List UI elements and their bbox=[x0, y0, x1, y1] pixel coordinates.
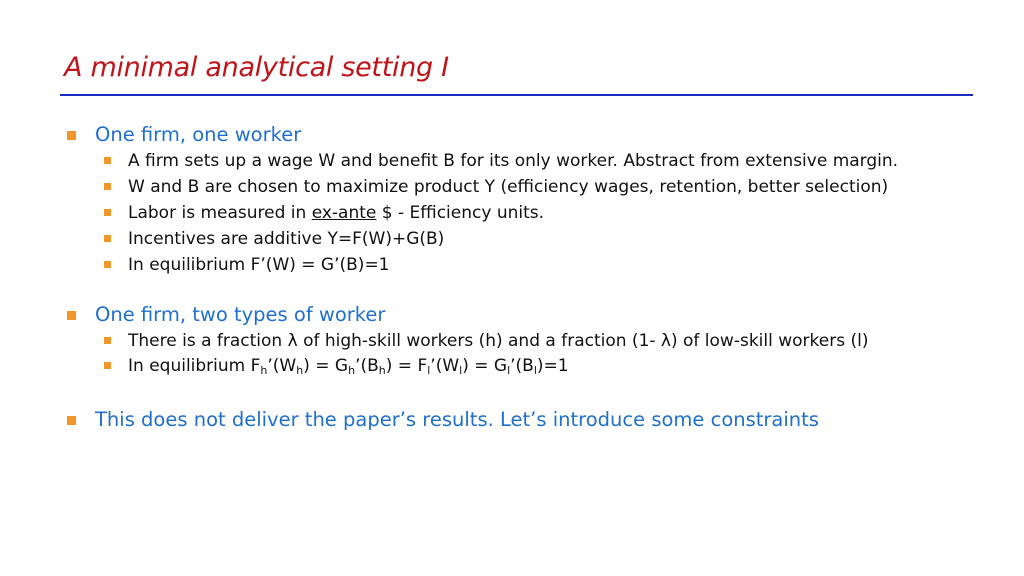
list-item-text: W and B are chosen to maximize product Y (efficiency wages, retention, better selection) bbox=[128, 177, 889, 197]
square-bullet-icon bbox=[104, 261, 111, 268]
title-divider bbox=[60, 94, 973, 96]
square-bullet-icon bbox=[67, 416, 76, 425]
square-bullet-icon bbox=[104, 183, 111, 190]
square-bullet-icon bbox=[67, 131, 76, 140]
ex-ante-term: ex-ante bbox=[311, 203, 377, 223]
square-bullet-icon bbox=[104, 362, 111, 369]
square-bullet-icon bbox=[104, 157, 111, 164]
square-bullet-icon bbox=[104, 209, 111, 216]
labor-text-after: $ - Efficiency units. bbox=[376, 203, 545, 223]
list-item-text: In equilibrium F’(W) = G’(B)=1 bbox=[128, 255, 390, 275]
slide-title: A minimal analytical setting I bbox=[64, 52, 449, 83]
square-bullet-icon bbox=[104, 235, 111, 242]
section-heading: One firm, one worker bbox=[95, 123, 302, 146]
section-heading: This does not deliver the paper’s results. Let’s introduce some constraints bbox=[95, 408, 819, 431]
list-item-text: A firm sets up a wage W and benefit B for its only worker. Abstract from extensive margin. bbox=[128, 151, 899, 171]
equilibrium-equation: In equilibrium $F_h’(W_h)$ = $G_h’(B_h)$ = $F_l’(W_l)$ = $G_l’(B_l)=1$ bbox=[128, 356, 569, 377]
section-heading: One firm, two types of worker bbox=[95, 303, 386, 326]
square-bullet-icon bbox=[104, 337, 111, 344]
list-item-text: Incentives are additive Y=F(W)+G(B) bbox=[128, 229, 445, 249]
square-bullet-icon bbox=[67, 311, 76, 320]
list-item-text bbox=[128, 203, 544, 223]
labor-text-before: Labor is measured in bbox=[128, 203, 312, 223]
list-item-text: There is a fraction λ of high-skill workers (h) and a fraction (1- λ) of low-skill workers (l) bbox=[128, 331, 869, 351]
